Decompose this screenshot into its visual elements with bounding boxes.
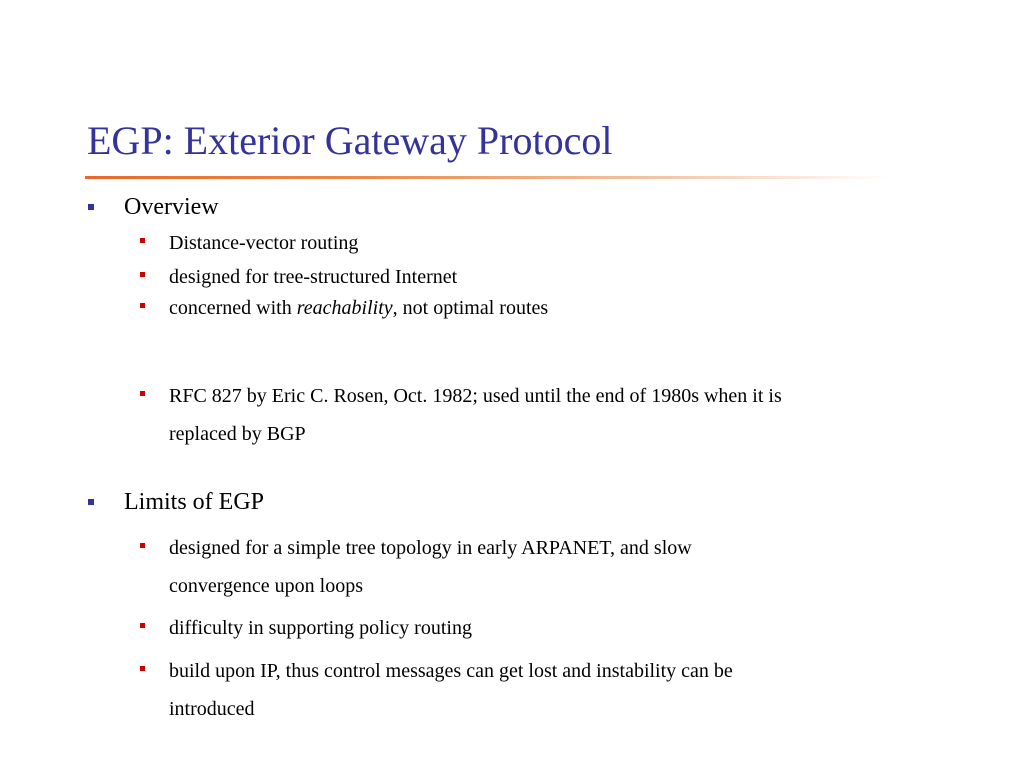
bullet-text-line: convergence upon loops: [169, 575, 364, 597]
square-bullet-icon: [140, 666, 145, 671]
square-bullet-icon: [140, 391, 145, 396]
bullet-heading: Overview: [124, 194, 219, 220]
sub-bullet-control-messages: [169, 652, 733, 728]
bullet-text-line: replaced by BGP: [169, 423, 306, 445]
square-bullet-icon: [140, 238, 145, 243]
slide-title: EGP: Exterior Gateway Protocol: [87, 118, 613, 163]
bullet-text: difficulty in supporting policy routing: [169, 617, 472, 639]
bullet-text-pre: concerned with: [169, 297, 297, 319]
bullet-text-line: RFC 827 by Eric C. Rosen, Oct. 1982; used until the end of 1980s when it is: [169, 385, 782, 407]
square-bullet-icon: [88, 499, 94, 505]
title-divider: [85, 176, 890, 179]
bullet-text: Distance-vector routing: [169, 232, 359, 254]
square-bullet-icon: [140, 303, 145, 308]
square-bullet-icon: [140, 623, 145, 628]
square-bullet-icon: [140, 272, 145, 277]
bullet-emphasis: reachability: [296, 297, 393, 319]
sub-bullet-distance-vector: [169, 224, 358, 262]
sub-bullet-rfc827: [169, 377, 782, 453]
bullet-text-post: , not optimal routes: [392, 297, 549, 319]
square-bullet-icon: [88, 204, 94, 210]
square-bullet-icon: [140, 543, 145, 548]
bullet-limits-of-egp: [124, 488, 264, 516]
bullet-heading: Limits of EGP: [124, 489, 265, 515]
sub-bullet-policy-routing: [169, 609, 472, 647]
bullet-text-line: build upon IP, thus control messages can get lost and instability can be: [169, 660, 733, 682]
sub-bullet-reachability: [169, 289, 548, 327]
sub-bullet-simple-tree: [169, 529, 692, 605]
bullet-text-line: introduced: [169, 698, 255, 720]
bullet-overview: [124, 193, 219, 221]
bullet-text-line: designed for a simple tree topology in early ARPANET, and slow: [169, 537, 692, 559]
bullet-text: designed for tree-structured Internet: [169, 266, 458, 288]
